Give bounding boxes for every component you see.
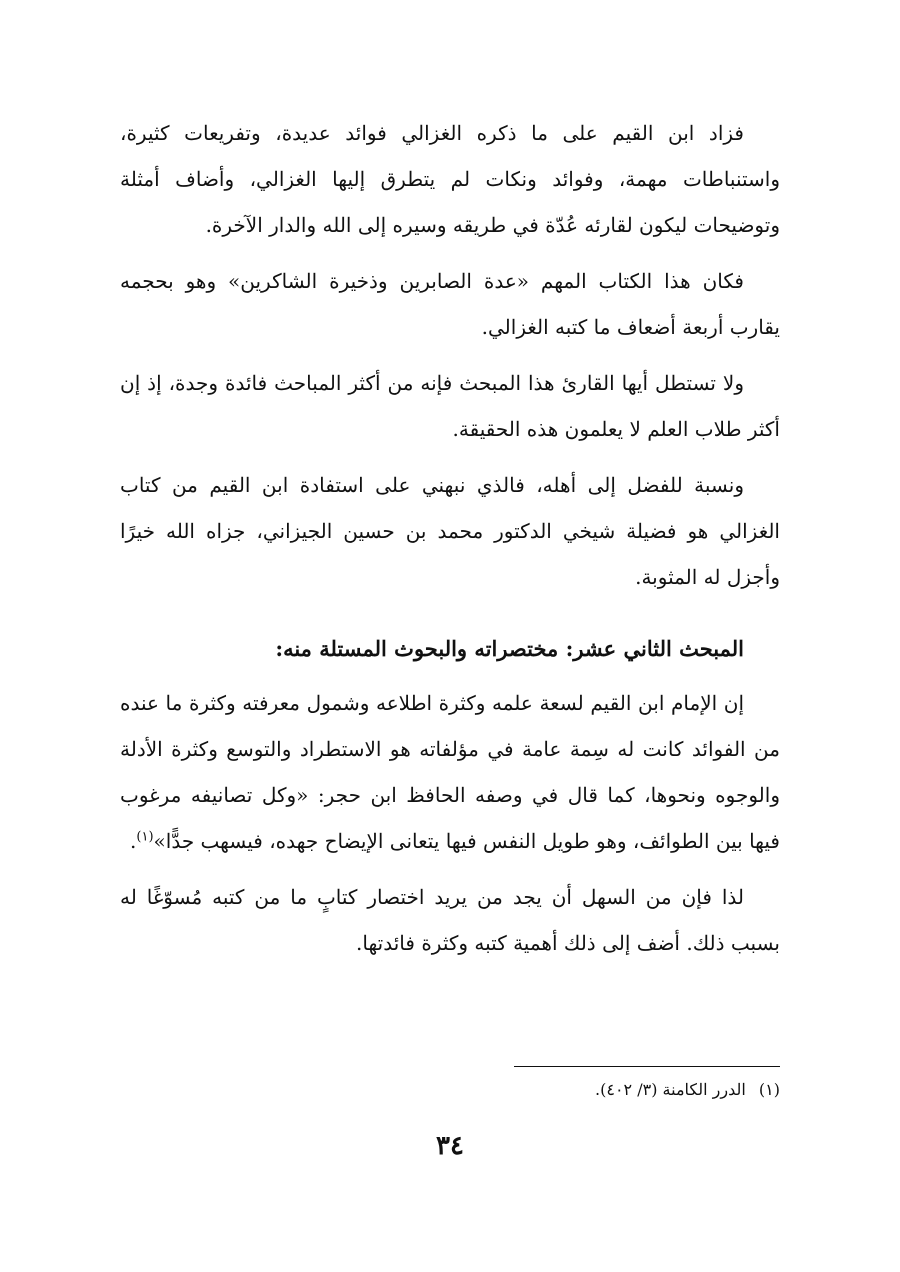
page-number: ٣٤ (436, 1131, 464, 1161)
footnote-number: (١) (758, 1080, 780, 1099)
paragraph-2: فكان هذا الكتاب المهم «عدة الصابرين وذخيرة الشاكرين» وهو بحجمه يقارب أربعة أضعاف ما كتبه الغزالي. (120, 269, 780, 339)
footnote-reference[interactable]: (١) (136, 829, 154, 845)
footnote (120, 1074, 780, 1106)
footnote-text: الدرر الكامنة (٣/ ٤٠٢). (595, 1080, 746, 1099)
footnote-divider (514, 1066, 780, 1067)
section-heading: المبحث الثاني عشر: مختصراته والبحوث المستلة منه: (275, 636, 744, 661)
paragraph-5-text: إن الإمام ابن القيم لسعة علمه وكثرة اطلاعه وشمول معرفته وكثرة ما عنده من الفوائد كانت له سِمة عامة في مؤلفاته هو الاستطراد والتوسع وكثرة الأدلة والوجوه ونحوها، كما قال في وصفه الحافظ ابن حجر: «وكل تصانيفه مرغوب فيها بين الطوائف، وهو طويل النفس فيها يتعانى الإيضاح جهده، فيسهب جدًّا» (120, 691, 780, 853)
paragraph-3: ولا تستطل أيها القارئ هذا المبحث فإنه من أكثر المباحث فائدة وجدة، إذ إن أكثر طلاب العلم لا يعلمون هذه الحقيقة. (120, 371, 780, 441)
main-text (120, 110, 780, 976)
paragraph-1: فزاد ابن القيم على ما ذكره الغزالي فوائد عديدة، وتفريعات كثيرة، واستنباطات مهمة، وفوائد ونكات لم يتطرق إليها الغزالي، وأضاف أمثلة وتوضيحات ليكون لقارئه عُدّة في طريقه وسيره إلى الله والدار الآخرة. (120, 121, 780, 237)
paragraph-6: لذا فإن من السهل أن يجد من يريد اختصار كتابٍ ما من كتبه مُسوّغًا له بسبب ذلك. أضف إلى ذلك أهمية كتبه وكثرة فائدتها. (120, 885, 780, 955)
paragraph-5-end: . (130, 829, 137, 853)
paragraph-4: ونسبة للفضل إلى أهله، فالذي نبهني على استفادة ابن القيم من كتاب الغزالي هو فضيلة شيخي الدكتور محمد بن حسين الجيزاني، جزاه الله خيرًا وأجزل له المثوبة. (120, 473, 780, 589)
paragraph-5 (120, 680, 780, 864)
